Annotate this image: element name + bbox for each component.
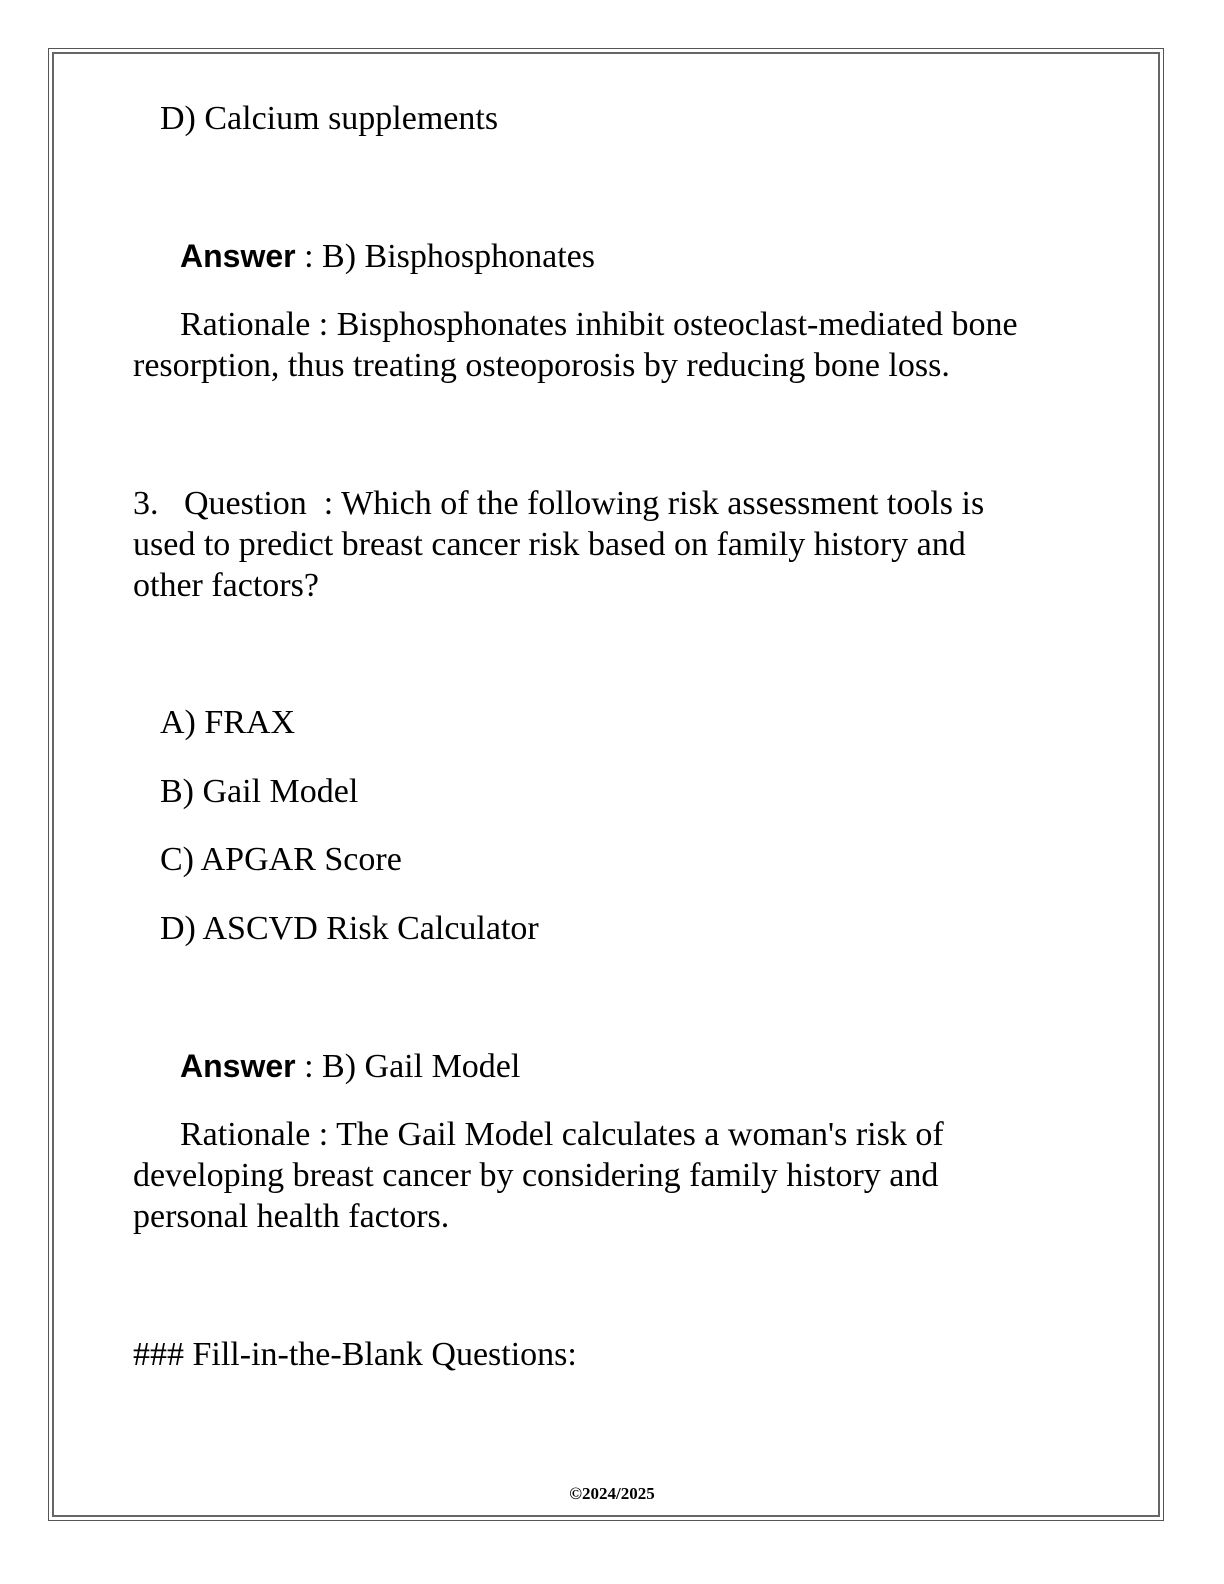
q3-option-d: D) ASCVD Risk Calculator xyxy=(160,910,539,947)
q2-answer-label: Answer xyxy=(180,238,296,274)
q2-option-d: D) Calcium supplements xyxy=(160,100,499,137)
q3-option-b: B) Gail Model xyxy=(160,773,359,810)
q3-question-line-3: other factors? xyxy=(133,567,319,604)
section-heading: ### Fill-in-the-Blank Questions: xyxy=(133,1336,577,1373)
copyright-footer: ©2024/2025 xyxy=(569,1484,655,1503)
q3-question-line-2: used to predict breast cancer risk based on family history and xyxy=(133,526,966,563)
q3-question-line-1: 3. Question : Which of the following risk assessment tools is xyxy=(133,485,985,522)
q3-answer-value: : B) Gail Model xyxy=(295,1048,521,1085)
q3-option-c: C) APGAR Score xyxy=(160,841,402,878)
q2-rationale-line-2: resorption, thus treating osteoporosis by reducing bone loss. xyxy=(133,347,950,384)
q3-option-a: A) FRAX xyxy=(160,704,296,741)
q3-answer xyxy=(180,1046,520,1087)
q3-rationale-line-1: Rationale : The Gail Model calculates a woman's risk of xyxy=(180,1116,944,1153)
q2-answer xyxy=(180,236,595,277)
q3-answer-label: Answer xyxy=(180,1048,296,1084)
q3-rationale-line-3: personal health factors. xyxy=(133,1198,450,1235)
q3-rationale-line-2: developing breast cancer by considering family history and xyxy=(133,1157,939,1194)
q2-rationale-line-1: Rationale : Bisphosphonates inhibit osteoclast-mediated bone xyxy=(180,306,1018,343)
q2-answer-value: : B) Bisphosphonates xyxy=(295,238,595,275)
